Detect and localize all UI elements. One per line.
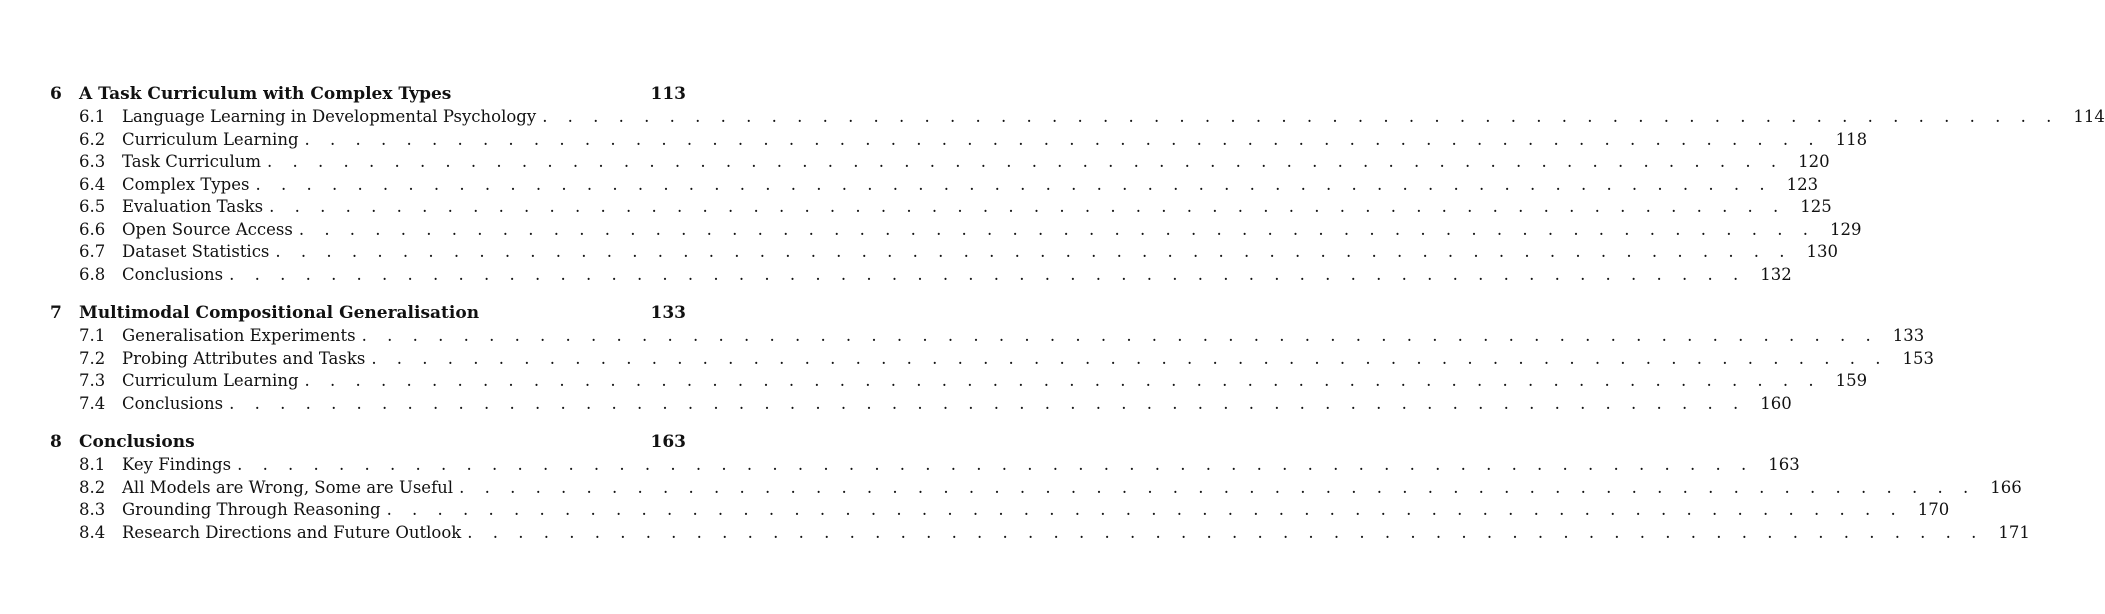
section-title: Grounding Through Reasoning [122, 500, 381, 519]
section-page-number: 118 [1835, 129, 1868, 149]
section-number: 6.8 [79, 264, 106, 284]
dot-leader: . . . . . . . . . . . . . . . . . . . . . . . . . . . . . . . . . . . . . . . . . . . . . . . . . . . . . . . . . . . . [229, 393, 1746, 413]
section-number: 8.3 [79, 500, 106, 519]
table-of-contents [50, 83, 2105, 560]
section-entry[interactable] [50, 174, 1819, 197]
section-number: 7.4 [79, 393, 106, 413]
dot-leader: . . . . . . . . . . . . . . . . . . . . . . . . . . . . . . . . . . . . . . . . . . . . . . . . . . . . . . . . . . . . [237, 455, 1754, 474]
section-title: All Models are Wrong, Some are Useful [122, 477, 454, 497]
section-title: Evaluation Tasks [122, 197, 264, 216]
section-entry[interactable] [50, 454, 1800, 477]
chapter-title: Multimodal Compositional Generalisation [79, 303, 480, 323]
section-title: Key Findings [122, 455, 232, 474]
section-page-number: 129 [1829, 219, 1862, 239]
section-page-number: 125 [1800, 197, 1832, 216]
chapter-entry[interactable] [50, 83, 686, 106]
section-entry[interactable] [50, 196, 1832, 219]
section-page-number: 130 [1806, 242, 1839, 261]
chapter-title: Conclusions [79, 432, 195, 452]
dot-leader: . . . . . . . . . . . . . . . . . . . . . . . . . . . . . . . . . . . . . . . . . . . . . . . . . . . . . . . . . . . . [304, 129, 1822, 149]
dot-leader: . . . . . . . . . . . . . . . . . . . . . . . . . . . . . . . . . . . . . . . . . . . . . . . . . . . . . . . . . . . . [459, 477, 1976, 497]
dot-leader: . . . . . . . . . . . . . . . . . . . . . . . . . . . . . . . . . . . . . . . . . . . . . . . . . . . . . . . . . . . . [229, 264, 1746, 284]
section-entry[interactable] [50, 129, 1868, 152]
section-entry[interactable] [50, 264, 1792, 287]
section-number: 6.2 [79, 129, 106, 149]
section-title: Probing Attributes and Tasks [122, 348, 366, 368]
section-page-number: 114 [2073, 107, 2105, 126]
section-title: Conclusions [122, 393, 224, 413]
dot-leader: . . . . . . . . . . . . . . . . . . . . . . . . . . . . . . . . . . . . . . . . . . . . . . . . . . . . . . . . . . . . [267, 152, 1784, 171]
dot-leader: . . . . . . . . . . . . . . . . . . . . . . . . . . . . . . . . . . . . . . . . . . . . . . . . . . . . . . . . . . . . [304, 371, 1822, 390]
section-page-number: 160 [1760, 393, 1792, 413]
chapter-page-number: 163 [650, 432, 686, 452]
section-number: 6.5 [79, 197, 106, 216]
section-title: Generalisation Experiments [122, 326, 356, 345]
section-entry[interactable] [50, 522, 2030, 545]
dot-leader: . . . . . . . . . . . . . . . . . . . . . . . . . . . . . . . . . . . . . . . . . . . . . . . . . . . . . . . . . . . . [386, 500, 1904, 519]
dot-leader: . . . . . . . . . . . . . . . . . . . . . . . . . . . . . . . . . . . . . . . . . . . . . . . . . . . . . . . . . . . . [298, 219, 1816, 239]
section-number: 7.1 [79, 326, 106, 345]
section-page-number: 159 [1835, 371, 1868, 390]
section-entry[interactable] [50, 393, 1792, 416]
section-page-number: 166 [1990, 477, 2022, 497]
chapter-page-number: 133 [650, 303, 686, 323]
section-entry[interactable] [50, 106, 2105, 129]
section-entry[interactable] [50, 499, 1950, 522]
section-entry[interactable] [50, 370, 1868, 393]
section-number: 8.4 [79, 522, 106, 542]
section-entry[interactable] [50, 325, 1925, 348]
section-entry[interactable] [50, 477, 2022, 500]
dot-leader: . . . . . . . . . . . . . . . . . . . . . . . . . . . . . . . . . . . . . . . . . . . . . . . . . . . . . . . . . . . . [275, 242, 1793, 261]
section-page-number: 132 [1760, 264, 1792, 284]
section-title: Task Curriculum [122, 152, 261, 171]
section-entry[interactable] [50, 219, 1862, 242]
chapter-entry[interactable] [50, 302, 686, 325]
section-page-number: 133 [1892, 326, 1925, 345]
toc-chapter [50, 302, 1934, 415]
section-number: 6.6 [79, 219, 106, 239]
dot-leader: . . . . . . . . . . . . . . . . . . . . . . . . . . . . . . . . . . . . . . . . . . . . . . . . . . . . . . . . . . . . [255, 174, 1773, 194]
chapter-title: A Task Curriculum with Complex Types [79, 84, 452, 104]
toc-chapter [50, 83, 2105, 286]
section-title: Conclusions [122, 264, 224, 284]
section-number: 6.4 [79, 174, 106, 194]
dot-leader: . . . . . . . . . . . . . . . . . . . . . . . . . . . . . . . . . . . . . . . . . . . . . . . . . . . . . . . . . . . . [361, 326, 1879, 345]
section-page-number: 170 [1917, 500, 1950, 519]
section-entry[interactable] [50, 151, 1830, 174]
chapter-number: 7 [50, 303, 62, 323]
dot-leader: . . . . . . . . . . . . . . . . . . . . . . . . . . . . . . . . . . . . . . . . . . . . . . . . . . . . . . . . . . . . [371, 348, 1888, 368]
section-page-number: 153 [1902, 348, 1934, 368]
section-entry[interactable] [50, 241, 1839, 264]
dot-leader: . . . . . . . . . . . . . . . . . . . . . . . . . . . . . . . . . . . . . . . . . . . . . . . . . . . . . . . . . . . . [542, 107, 2059, 126]
section-number: 6.7 [79, 242, 106, 261]
chapter-page-number: 113 [650, 84, 686, 104]
section-page-number: 171 [1998, 522, 2030, 542]
section-number: 6.1 [79, 107, 106, 126]
section-number: 7.3 [79, 371, 106, 390]
section-title: Language Learning in Developmental Psychology [122, 107, 537, 126]
section-title: Curriculum Learning [122, 129, 299, 149]
section-title: Research Directions and Future Outlook [122, 522, 462, 542]
section-number: 8.1 [79, 455, 106, 474]
section-page-number: 123 [1786, 174, 1819, 194]
chapter-number: 8 [50, 432, 62, 452]
section-page-number: 120 [1798, 152, 1830, 171]
dot-leader: . . . . . . . . . . . . . . . . . . . . . . . . . . . . . . . . . . . . . . . . . . . . . . . . . . . . . . . . . . . . [269, 197, 1786, 216]
chapter-number: 6 [50, 84, 62, 104]
section-number: 7.2 [79, 348, 106, 368]
section-page-number: 163 [1768, 455, 1800, 474]
dot-leader: . . . . . . . . . . . . . . . . . . . . . . . . . . . . . . . . . . . . . . . . . . . . . . . . . . . . . . . . . . . . [467, 522, 1984, 542]
section-title: Open Source Access [122, 219, 293, 239]
section-title: Curriculum Learning [122, 371, 299, 390]
section-number: 6.3 [79, 152, 106, 171]
section-number: 8.2 [79, 477, 106, 497]
section-title: Complex Types [122, 174, 250, 194]
chapter-entry[interactable] [50, 431, 686, 454]
section-title: Dataset Statistics [122, 242, 270, 261]
section-entry[interactable] [50, 348, 1934, 371]
toc-chapter [50, 431, 2030, 544]
